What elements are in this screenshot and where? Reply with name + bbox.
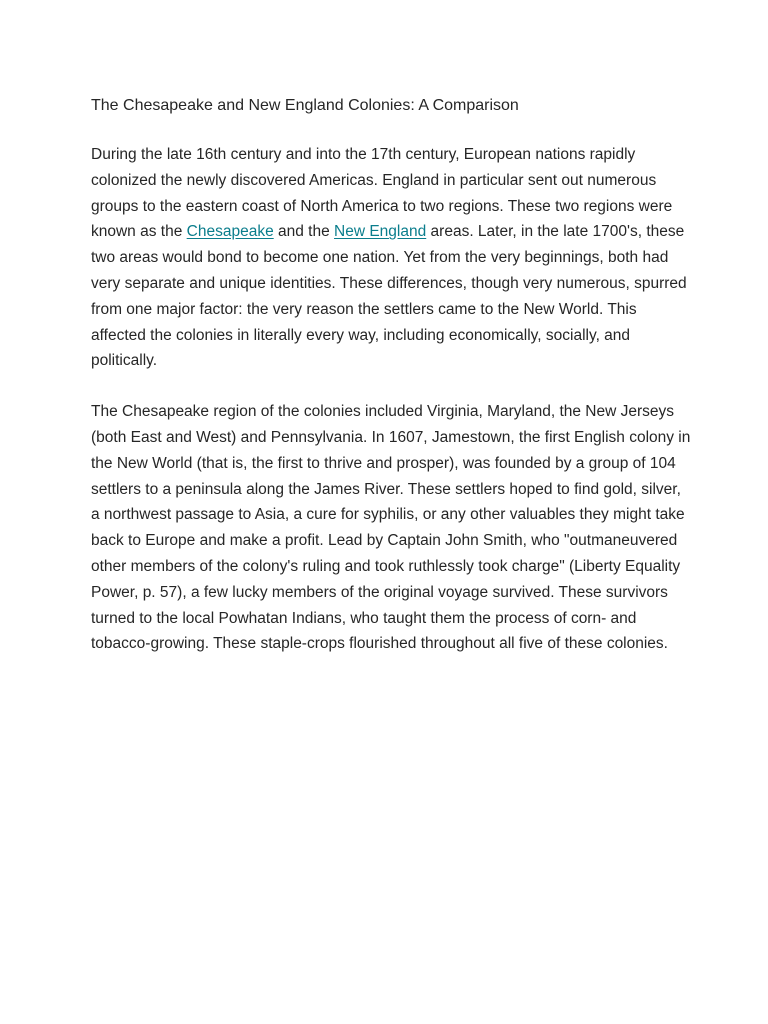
paragraph-intro-text-2: and the (273, 223, 335, 241)
new-england-link[interactable]: New England (334, 223, 427, 241)
paragraph-chesapeake: The Chesapeake region of the colonies included Virginia, Maryland, the New Jerseys (both East and West) and Pennsylvania. In 1607, Jamestown, the first English colony in the New World (that is, the first to thrive and prosper), was founded by a group of 104 settlers to a peninsula along the James River. These settlers hoped to find gold, silver, a northwest passage to Asia, a cure for syphilis, or any other valuables they might take back to Europe and make a profit. Lead by Captain John Smith, who "outmaneuvered other members of the colony's ruling and took ruthlessly took charge" (Liberty Equality Power, p. 57), a few lucky members of the original voyage survived. These survivors turned to the local Powhatan Indians, who taught them the process of corn- and tobacco-growing. These staple-crops flourished throughout all five of these colonies. (91, 403, 691, 653)
paragraph-intro-text-1: During the late 16th century and into the 17th century, European nations rapidly colonized the newly discovered Americas. England in particular sent out numerous groups to the eastern coast of North America to two regions. These two regions were known as the (91, 146, 673, 241)
paragraph-intro-text-3: areas. Later, in the late 1700's, these two areas would bond to become one nation. Yet from the very beginnings, both had very separate and unique identities. These differences, though very numerous, spurred from one major factor: the very reason the settlers came to the New World. This affected the colonies in literally every way, including economically, socially, and politically. (91, 223, 687, 370)
chesapeake-link[interactable]: Chesapeake (186, 223, 274, 241)
paragraph-intro (91, 142, 691, 374)
document-page (91, 94, 691, 682)
document-title: The Chesapeake and New England Colonies: A Comparison (91, 97, 519, 114)
